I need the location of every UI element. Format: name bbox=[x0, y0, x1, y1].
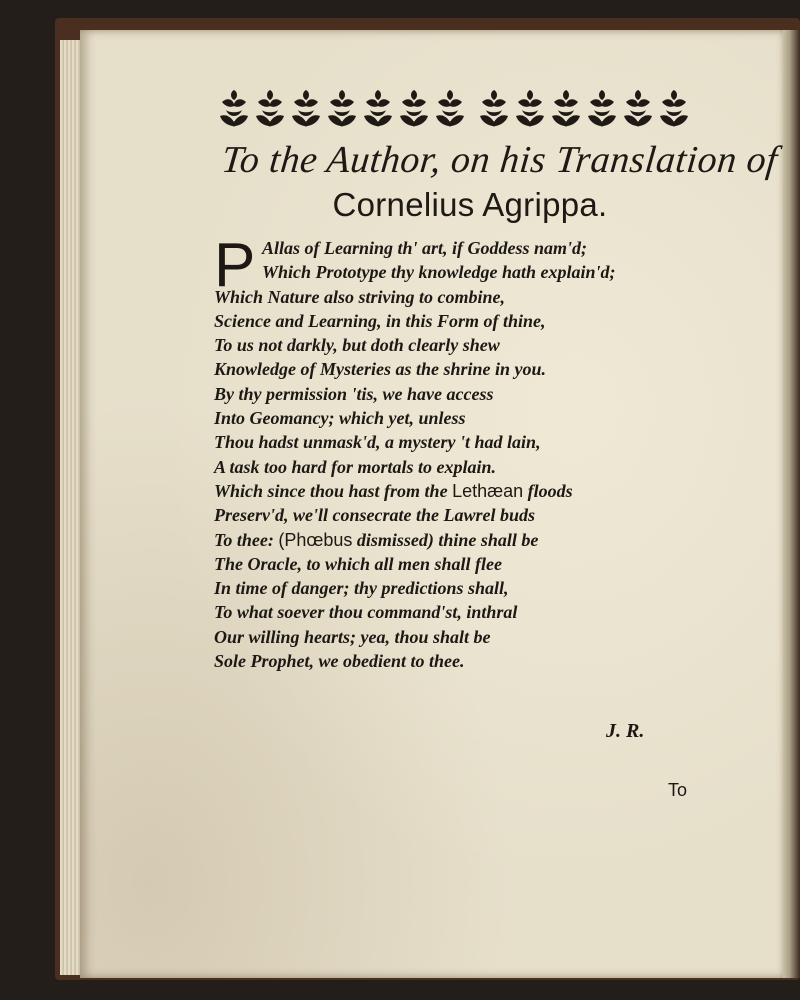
poem-line-text: Which since thou hast from the bbox=[214, 480, 448, 501]
page-gutter bbox=[783, 30, 800, 978]
drop-cap: P bbox=[214, 231, 256, 300]
poem-line-end: dismissed) thine shall be bbox=[356, 529, 539, 550]
floral-ornament-icon bbox=[218, 84, 710, 132]
poem-line: Thou hadst unmask'd, a mystery 't had lain, bbox=[214, 432, 541, 453]
poem-line: A task too hard for mortals to explain. bbox=[214, 456, 497, 477]
poem-line: Sole Prophet, we obedient to thee. bbox=[214, 651, 465, 672]
poem-line-lethaean bbox=[214, 479, 684, 503]
poem-line: The Oracle, to which all men shall flee bbox=[214, 553, 502, 574]
page-title-line1: To the Author, on his Translation of bbox=[219, 139, 780, 181]
poem-line: In time of danger; thy predictions shall, bbox=[214, 578, 509, 599]
poem-line-phoebus bbox=[214, 528, 684, 552]
poem-line: Preserv'd, we'll consecrate the Lawrel buds bbox=[214, 505, 535, 526]
poem-line: Our willing hearts; yea, thou shalt be bbox=[214, 626, 491, 647]
poem-line: To what soever thou command'st, inthral bbox=[214, 602, 518, 623]
poem-line: Science and Learning, in this Form of thine, bbox=[214, 310, 546, 331]
poem-line-end: floods bbox=[527, 480, 573, 501]
poem-line: By thy permission 'tis, we have access bbox=[214, 383, 494, 404]
poem-line: Knowledge of Mysteries as the shrine in you. bbox=[214, 359, 547, 380]
poem-line: Which Prototype thy knowledge hath explain'd; bbox=[262, 262, 616, 283]
poem-body bbox=[214, 231, 684, 673]
page-title-line2: Cornelius Agrippa. bbox=[332, 186, 608, 223]
poem-line: Which Nature also striving to combine, bbox=[214, 286, 506, 307]
poem-line-text: To thee: bbox=[214, 529, 274, 550]
poem-line: To us not darkly, but doth clearly shew bbox=[214, 335, 500, 356]
poem-line: Into Geomancy; which yet, unless bbox=[214, 408, 466, 429]
lethaean-word: Lethæan bbox=[452, 480, 524, 501]
phoebus-word: (Phœbus bbox=[278, 529, 353, 550]
poem-line: Allas of Learning th' art, if Goddess nam'd; bbox=[262, 238, 588, 258]
catchword: To bbox=[668, 780, 688, 800]
author-signature: J. R. bbox=[606, 720, 645, 742]
